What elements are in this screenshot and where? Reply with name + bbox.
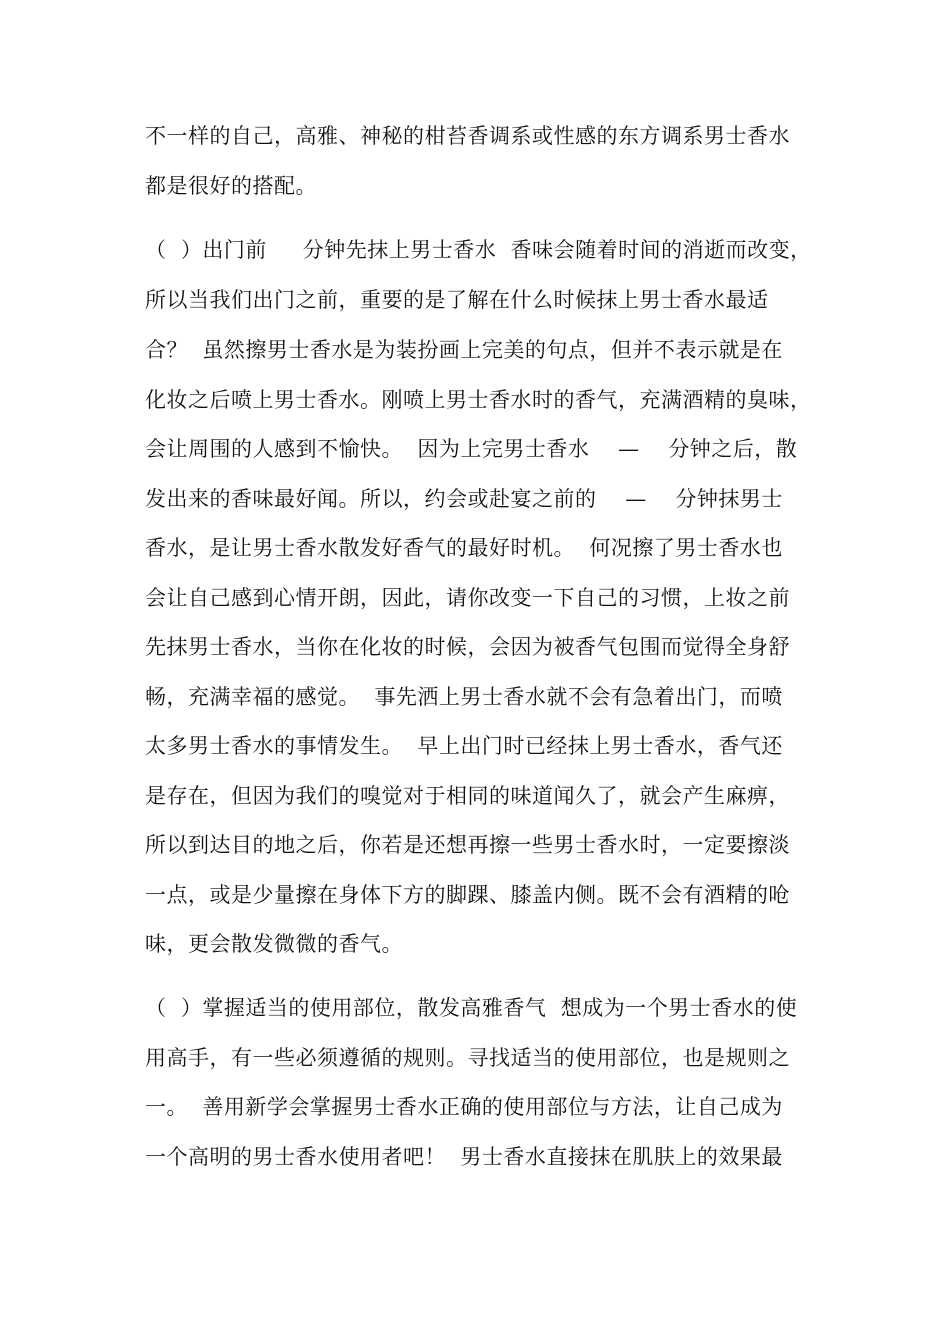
text-line: 香水，是让男士香水散发好香气的最好时机。 何况擦了男士香水也 [145,536,783,560]
text-line: 一。 善用新学会掌握男士香水正确的使用部位与方法，让自己成为 [145,1095,783,1119]
text-line: 一点，或是少量擦在身体下方的脚踝、膝盖内侧。既不会有酒精的呛 [145,883,790,907]
text-line: 用高手，有一些必须遵循的规则。寻找适当的使用部位，也是规则之 [145,1046,790,1070]
text-line: （ ）出门前 分钟先抹上男士香水 香味会随着时间的消逝而改变， [145,238,812,262]
text-line: 畅，充满幸福的感觉。 事先洒上男士香水就不会有急着出门，而喷 [145,685,783,709]
text-line: （ ）掌握适当的使用部位，散发高雅香气 想成为一个男士香水的使 [145,996,798,1020]
text-line: 一个高明的男士香水使用者吧！ 男士香水直接抹在肌肤上的效果最 [145,1145,783,1169]
text-line: 会让自己感到心情开朗，因此，请你改变一下自己的习惯，上妆之前 [145,586,790,610]
text-line: 所以到达目的地之后，你若是还想再擦一些男士香水时，一定要擦淡 [145,833,790,857]
text-line: 会让周围的人感到不愉快。 因为上完男士香水 — 分钟之后，散 [145,437,798,461]
text-line: 都是很好的搭配。 [145,174,317,198]
text-line: 先抹男士香水，当你在化妆的时候，会因为被香气包围而觉得全身舒 [145,635,790,659]
text-line: 味，更会散发微微的香气。 [145,932,403,956]
text-line: 合？ 虽然擦男士香水是为装扮画上完美的句点，但并不表示就是在 [145,338,783,362]
text-line: 化妆之后喷上男士香水。刚喷上男士香水时的香气，充满酒精的臭味， [145,388,812,412]
text-line: 发出来的香味最好闻。所以，约会或赴宴之前的 — 分钟抹男士 [145,487,783,511]
text-line: 不一样的自己，高雅、神秘的柑苔香调系或性感的东方调系男士香水 [145,124,790,148]
text-line: 太多男士香水的事情发生。 早上出门时已经抹上男士香水，香气还 [145,734,783,758]
text-line: 是存在，但因为我们的嗅觉对于相同的味道闻久了，就会产生麻痹， [145,784,790,808]
text-line: 所以当我们出门之前，重要的是了解在什么时候抹上男士香水最适 [145,288,769,312]
